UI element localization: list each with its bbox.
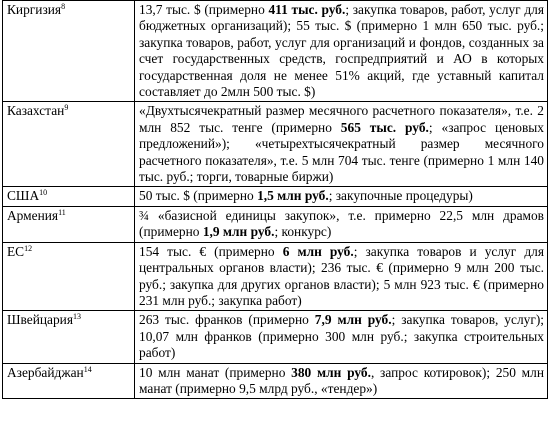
footnote-marker: 12 (24, 243, 33, 253)
description-text: ; закупочные процедуры) (328, 188, 473, 204)
description-text: ; закупка товаров, работ, услуг для бюджетных организаций); 55 тыс. $ (примерно 1 млн 650 тыс. руб.; закупка товаров, работ, услуг для организаций и фондов, созданных за счет государственных средств, госпредприятий и АО в которых государственная доля не менее 51% акций, где уставный капитал составляет до 2млн 500 тыс. $) (139, 2, 544, 100)
highlighted-amount: 380 млн руб. (291, 364, 371, 380)
country-name: Швейцария (7, 312, 73, 328)
footnote-marker: 13 (73, 312, 81, 322)
country-cell (3, 187, 135, 206)
highlighted-amount: 1,9 млн руб. (202, 224, 275, 240)
threshold-cell (135, 102, 548, 187)
country-name: Казахстан (7, 103, 65, 119)
country-cell (3, 242, 135, 311)
description-text: 10 млн манат (примерно (139, 364, 292, 380)
country-cell (3, 1, 135, 102)
highlighted-amount: 1,5 млн руб. (257, 188, 329, 204)
table-row (3, 102, 548, 187)
threshold-cell (135, 1, 548, 102)
country-cell (3, 102, 135, 187)
footnote-marker: 14 (83, 364, 92, 374)
country-cell (3, 206, 135, 242)
country-name: Азербайджан (7, 364, 84, 380)
highlighted-amount: 411 тыс. руб. (268, 2, 346, 17)
description-text: 50 тыс. $ (примерно (139, 188, 258, 204)
description-text: 13,7 тыс. $ (примерно (139, 2, 269, 17)
country-name: Армения (7, 207, 59, 223)
footnote-marker: 8 (61, 2, 66, 11)
description-text: ; закупка товаров, услуг); 10,07 млн франков (примерно 300 млн руб.; закупка строительных работ) (139, 312, 544, 361)
description-text: ; закупка товаров и услуг для центральных органов власти); 236 тыс. € (примерно 9 млн 200 тыс. руб.; закупка для других органов власти); 5 млн 923 тыс. € (примерно 231 млн руб.; закупка работ) (139, 243, 544, 308)
footnote-marker: 9 (64, 103, 69, 113)
country-name: США (7, 188, 40, 204)
threshold-cell (135, 311, 548, 363)
table-row (3, 206, 548, 242)
threshold-cell (135, 363, 548, 399)
country-name: Киргизия (7, 2, 62, 17)
description-text: ; конкурс) (274, 224, 332, 240)
country-cell (3, 311, 135, 363)
highlighted-amount: 6 млн руб. (282, 243, 354, 259)
description-text: 263 тыс. франков (примерно (139, 312, 315, 328)
country-cell (3, 363, 135, 399)
description-text: ; «запрос ценовых предложений»); «четырехтысячекратный размер месячного расчетного показателя», т.е. 5 млн 704 тыс. тенге (примерно 1 млн 140 тыс. руб.; торги, товарные биржи) (139, 119, 544, 185)
table-body (3, 1, 548, 399)
table-row (3, 311, 548, 363)
description-text: ¾ «базисной единицы закупок», т.е. примерно 22,5 млн драмов (примерно (139, 207, 544, 240)
highlighted-amount: 565 тыс. руб. (340, 119, 429, 135)
thresholds-table (2, 0, 548, 399)
table-row (3, 363, 548, 399)
document-page (2, 0, 548, 399)
description-text: «Двухтысячекратный размер месячного расчетного показателя», т.е. 2 млн 852 тыс. тенге (примерно (139, 103, 544, 135)
description-text: , запрос котировок); 250 млн манат (примерно 9,5 млрд руб., «тендер») (139, 364, 544, 396)
threshold-cell (135, 206, 548, 242)
threshold-cell (135, 242, 548, 311)
highlighted-amount: 7,9 млн руб. (314, 312, 392, 328)
footnote-marker: 11 (58, 207, 66, 217)
country-name: ЕС (7, 243, 25, 259)
description-text: 154 тыс. € (примерно (139, 243, 283, 259)
table-row (3, 187, 548, 206)
threshold-cell (135, 187, 548, 206)
table-row (3, 242, 548, 311)
footnote-marker: 10 (39, 188, 48, 198)
table-row (3, 1, 548, 102)
